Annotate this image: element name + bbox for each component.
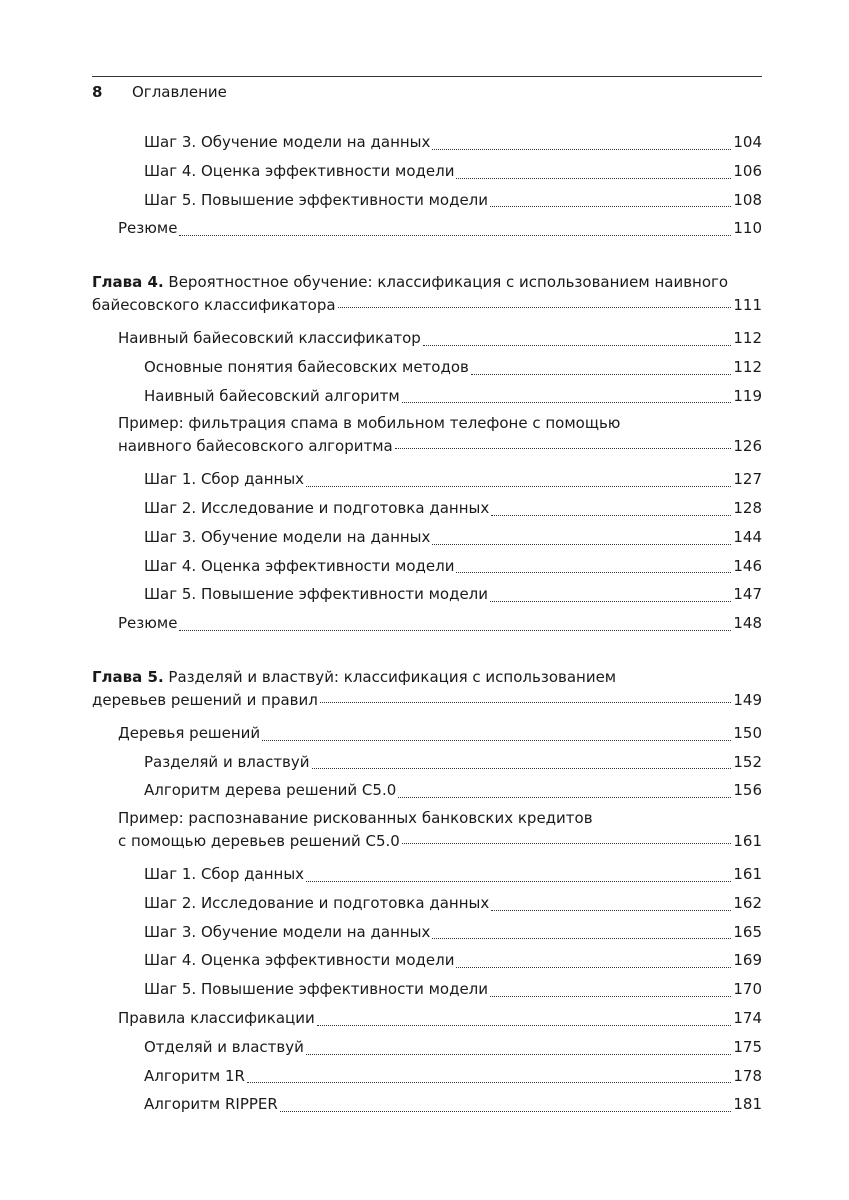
toc-entry[interactable] bbox=[92, 860, 762, 889]
toc-entry-page-number: 108 bbox=[733, 190, 762, 209]
dot-leader bbox=[402, 843, 732, 844]
dot-leader bbox=[306, 1054, 732, 1055]
toc-entry[interactable] bbox=[92, 494, 762, 523]
dot-leader bbox=[490, 601, 731, 602]
toc-entry[interactable] bbox=[92, 324, 762, 353]
toc-entry-page-number: 175 bbox=[733, 1037, 762, 1056]
toc-entry-page-number: 146 bbox=[733, 556, 762, 575]
toc-entry-page-number: 126 bbox=[733, 437, 762, 456]
toc-entry-page-number: 150 bbox=[733, 723, 762, 742]
toc-entry[interactable] bbox=[92, 1033, 762, 1062]
toc-entry-line bbox=[118, 324, 762, 353]
dot-leader bbox=[398, 797, 731, 798]
toc-entry-line bbox=[144, 918, 762, 947]
toc-entry-line bbox=[92, 295, 762, 315]
toc-entry-page-number: 106 bbox=[733, 161, 762, 180]
page-number: 8 bbox=[92, 83, 103, 101]
toc-entry-line bbox=[144, 946, 762, 975]
dot-leader bbox=[395, 448, 732, 449]
dot-leader bbox=[402, 402, 732, 403]
toc-entry-title-part: Разделяй и властвуй: классификация с использованием bbox=[163, 667, 617, 686]
toc-entry-title: с помощью деревьев решений C5.0 bbox=[118, 832, 400, 851]
toc-entry[interactable] bbox=[92, 748, 762, 777]
toc-entry-title: наивного байесовского алгоритма bbox=[118, 437, 393, 456]
toc-entry[interactable] bbox=[92, 719, 762, 748]
toc-entry-title: Шаг 5. Повышение эффективности модели bbox=[144, 585, 489, 604]
toc-entry-title: Отделяй и властвуй bbox=[144, 1037, 304, 1056]
toc-entry[interactable] bbox=[92, 128, 762, 157]
toc-entry-title: Шаг 4. Оценка эффективности модели bbox=[144, 161, 455, 180]
toc-entry-title: Шаг 2. Исследование и подготовка данных bbox=[144, 893, 490, 912]
toc-entry-line bbox=[144, 748, 762, 777]
toc-entry-page-number: 174 bbox=[733, 1008, 762, 1027]
toc-entry-line bbox=[144, 975, 762, 1004]
toc-entry-page-number: 165 bbox=[733, 922, 762, 941]
toc-entry-title: Разделяй и властвуй bbox=[144, 752, 310, 771]
toc-entry-page-number: 148 bbox=[733, 614, 762, 633]
toc-entry-page-number: 169 bbox=[733, 951, 762, 970]
toc-entry-title: Алгоритм 1R bbox=[144, 1066, 245, 1085]
toc-entry-line bbox=[144, 1090, 762, 1119]
toc-entry[interactable] bbox=[92, 186, 762, 215]
dot-leader bbox=[306, 881, 731, 882]
chapter-label: Глава 4. bbox=[92, 273, 164, 292]
dot-leader bbox=[456, 572, 731, 573]
toc-entry-line bbox=[144, 552, 762, 581]
toc-entry-title: Шаг 1. Сбор данных bbox=[144, 470, 305, 489]
toc-entry-title-part: Вероятностное обучение: классификация с использованием наивного bbox=[163, 273, 729, 292]
dot-leader bbox=[247, 1082, 731, 1083]
toc-entry[interactable] bbox=[92, 523, 762, 552]
toc-entry-title: Алгоритм дерева решений C5.0 bbox=[144, 781, 397, 800]
toc-entry[interactable] bbox=[92, 918, 762, 947]
dot-leader bbox=[490, 996, 731, 997]
toc-entry-line bbox=[118, 1004, 762, 1033]
toc-entry-line bbox=[144, 1033, 762, 1062]
toc-entry-page-number: 111 bbox=[733, 296, 762, 315]
toc-entry-title-first-line bbox=[92, 269, 762, 295]
toc-entry[interactable] bbox=[92, 353, 762, 382]
toc-entry-line bbox=[92, 690, 762, 710]
toc-entry-title: Шаг 4. Оценка эффективности модели bbox=[144, 556, 455, 575]
toc-entry-title: деревьев решений и правил bbox=[92, 690, 318, 709]
toc-entry-line bbox=[144, 186, 762, 215]
toc-entry-line bbox=[144, 776, 762, 805]
dot-leader bbox=[306, 486, 731, 487]
toc-entry[interactable] bbox=[92, 580, 762, 609]
dot-leader bbox=[317, 1025, 732, 1026]
toc-entry[interactable] bbox=[92, 1062, 762, 1091]
toc-entry[interactable] bbox=[92, 382, 762, 411]
toc-entry-title: Шаг 2. Исследование и подготовка данных bbox=[144, 498, 490, 517]
dot-leader bbox=[456, 178, 731, 179]
toc-entry-line bbox=[144, 157, 762, 186]
toc-entry-page-number: 149 bbox=[733, 690, 762, 709]
toc-entry-page-number: 104 bbox=[733, 133, 762, 151]
toc-entry-title: Шаг 3. Обучение модели на данных bbox=[144, 527, 431, 546]
toc-entry-title: Шаг 3. Обучение модели на данных bbox=[144, 133, 431, 151]
dot-leader bbox=[179, 630, 731, 631]
toc-entry[interactable] bbox=[92, 975, 762, 1004]
dot-leader bbox=[490, 206, 731, 207]
dot-leader bbox=[312, 768, 732, 769]
toc-entry-line bbox=[118, 719, 762, 748]
toc-entry-line bbox=[118, 214, 762, 243]
toc-entry-line bbox=[144, 523, 762, 552]
toc-entry-page-number: 162 bbox=[733, 893, 762, 912]
dot-leader bbox=[471, 374, 732, 375]
toc-entry[interactable] bbox=[92, 609, 762, 638]
running-title: Оглавление bbox=[132, 83, 227, 101]
toc-entry-title-first-line bbox=[118, 410, 762, 436]
dot-leader bbox=[179, 235, 731, 236]
toc-entry[interactable] bbox=[92, 410, 762, 456]
toc-entry[interactable] bbox=[92, 946, 762, 975]
chapter-label: Глава 5. bbox=[92, 667, 164, 686]
toc-entry-line bbox=[144, 494, 762, 523]
dot-leader bbox=[262, 740, 731, 741]
toc-entry[interactable] bbox=[92, 552, 762, 581]
toc-entry-title-first-line bbox=[118, 805, 762, 831]
dot-leader bbox=[280, 1111, 732, 1112]
toc-entry-title: Правила классификации bbox=[118, 1008, 315, 1027]
toc-entry-line bbox=[144, 353, 762, 382]
toc-entry[interactable] bbox=[92, 805, 762, 851]
dot-leader bbox=[491, 515, 731, 516]
toc-entry-page-number: 112 bbox=[733, 357, 762, 376]
toc-entry-line bbox=[144, 580, 762, 609]
toc-entry-page-number: 110 bbox=[733, 219, 762, 238]
toc-entry-title-first-line bbox=[92, 664, 762, 690]
toc-entry-title: Деревья решений bbox=[118, 723, 261, 742]
toc-entry-line bbox=[144, 889, 762, 918]
dot-leader bbox=[432, 149, 731, 150]
toc-entry-title: Шаг 1. Сбор данных bbox=[144, 864, 305, 883]
toc-entry-line bbox=[144, 465, 762, 494]
toc-entry-page-number: 112 bbox=[733, 328, 762, 347]
toc-entry-page-number: 170 bbox=[733, 980, 762, 999]
toc-entry[interactable] bbox=[92, 776, 762, 805]
dot-leader bbox=[491, 910, 731, 911]
toc-entry[interactable] bbox=[92, 1004, 762, 1033]
toc-entry-line bbox=[144, 382, 762, 411]
toc-entry[interactable] bbox=[92, 1090, 762, 1119]
toc-chapter-entry[interactable] bbox=[92, 664, 762, 710]
toc-entry-title: Шаг 5. Повышение эффективности модели bbox=[144, 190, 489, 209]
toc-entry-title: Алгоритм RIPPER bbox=[144, 1095, 278, 1114]
dot-leader bbox=[338, 307, 732, 308]
toc-entry-page-number: 147 bbox=[733, 585, 762, 604]
dot-leader bbox=[456, 967, 731, 968]
toc-entry-title: Наивный байесовский алгоритм bbox=[144, 386, 400, 405]
toc-entry-title: Шаг 3. Обучение модели на данных bbox=[144, 922, 431, 941]
toc-entry[interactable] bbox=[92, 214, 762, 243]
toc-entry-title: Резюме bbox=[118, 219, 178, 238]
toc-entry-line bbox=[118, 831, 762, 851]
dot-leader bbox=[423, 345, 732, 346]
toc-entry-title: Резюме bbox=[118, 614, 178, 633]
toc-entry-line bbox=[144, 1062, 762, 1091]
toc-entry-page-number: 181 bbox=[733, 1095, 762, 1114]
toc-entry-page-number: 144 bbox=[733, 527, 762, 546]
toc-entry-title: Шаг 4. Оценка эффективности модели bbox=[144, 951, 455, 970]
toc-entry-page-number: 128 bbox=[733, 498, 762, 517]
toc-entry[interactable] bbox=[92, 465, 762, 494]
toc-entry-title: Основные понятия байесовских методов bbox=[144, 357, 469, 376]
dot-leader bbox=[432, 938, 731, 939]
table-of-contents bbox=[92, 128, 762, 1119]
toc-entry-line bbox=[118, 436, 762, 456]
toc-entry-title: Шаг 5. Повышение эффективности модели bbox=[144, 980, 489, 999]
toc-entry-title: Наивный байесовский классификатор bbox=[118, 328, 421, 347]
toc-entry-line bbox=[144, 860, 762, 889]
toc-entry-page-number: 161 bbox=[733, 832, 762, 851]
toc-entry-page-number: 178 bbox=[733, 1066, 762, 1085]
toc-entry-page-number: 156 bbox=[733, 781, 762, 800]
dot-leader bbox=[432, 544, 731, 545]
toc-entry[interactable] bbox=[92, 157, 762, 186]
toc-entry-line bbox=[118, 609, 762, 638]
toc-entry[interactable] bbox=[92, 889, 762, 918]
page-header bbox=[92, 76, 762, 113]
toc-entry-page-number: 127 bbox=[733, 470, 762, 489]
toc-entry-line bbox=[144, 128, 762, 157]
toc-chapter-entry[interactable] bbox=[92, 269, 762, 315]
dot-leader bbox=[320, 702, 732, 703]
toc-entry-page-number: 161 bbox=[733, 864, 762, 883]
toc-entry-title-part: Пример: фильтрация спама в мобильном телефоне с помощью bbox=[118, 414, 621, 433]
toc-entry-title-part: Пример: распознавание рискованных банковских кредитов bbox=[118, 809, 593, 828]
toc-entry-page-number: 119 bbox=[733, 386, 762, 405]
toc-entry-page-number: 152 bbox=[733, 752, 762, 771]
toc-entry-title: байесовского классификатора bbox=[92, 296, 336, 315]
